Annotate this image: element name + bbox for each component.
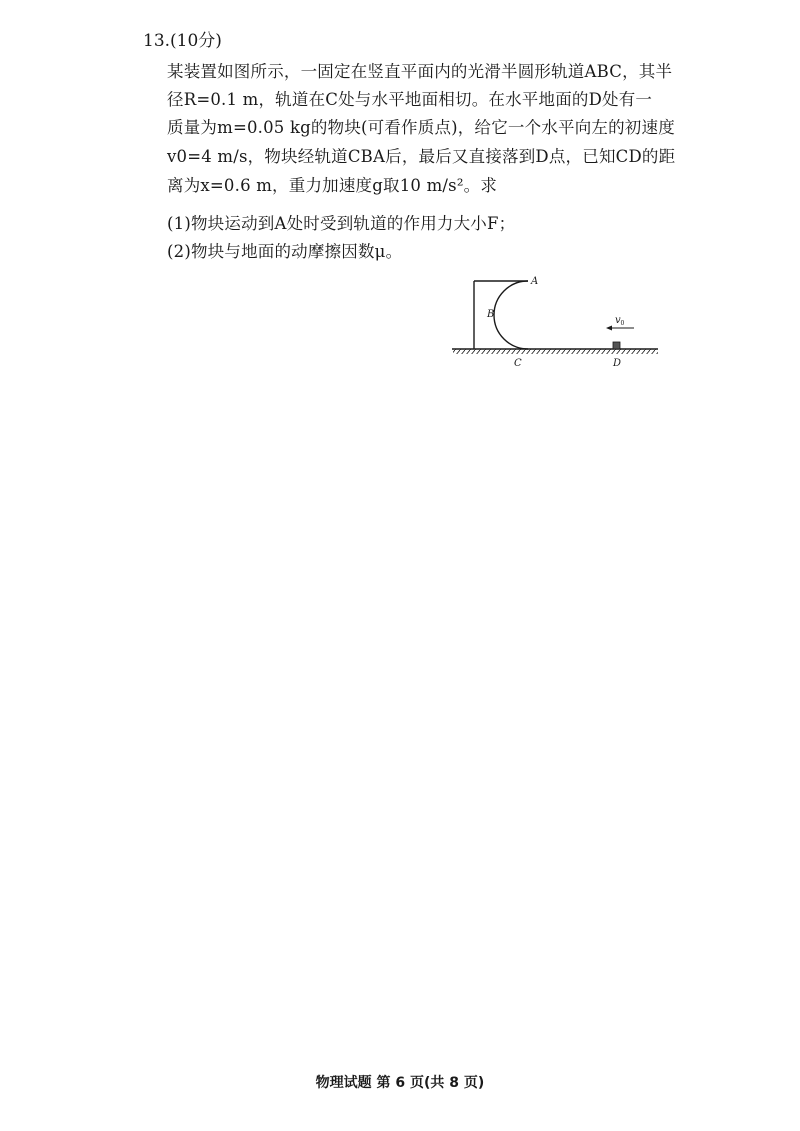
semicircle-track: [494, 281, 528, 349]
stem-line-3: 质量为m=0.05 kg的物块(可看作质点)，给它一个水平向左的初速度: [167, 118, 675, 137]
stem-line-5: 离为x=0.6 m，重力加速度g取10 m/s²。求: [167, 176, 498, 195]
label-v: v: [615, 315, 621, 326]
stem-line-2: 径R=0.1 m，轨道在C处与水平地面相切。在水平地面的D处有一: [167, 90, 653, 109]
label-b: B: [487, 309, 495, 320]
question-number: 13.(10分): [143, 31, 222, 51]
label-v-sub: 0: [620, 320, 625, 327]
page-footer: 物理试题 第 6 页(共 8 页): [315, 1075, 485, 1091]
label-a: A: [531, 276, 539, 287]
stem-line-1: 某装置如图所示，一固定在竖直平面内的光滑半圆形轨道ABC，其半: [167, 62, 673, 81]
sub-question-1: (1)物块运动到A处时受到轨道的作用力大小F；: [167, 214, 516, 233]
block: [613, 342, 620, 349]
stem-line-4: v0=4 m/s，物块经轨道CBA后，最后又直接落到D点，已知CD的距: [167, 147, 676, 166]
velocity-arrow-head-icon: [606, 326, 612, 331]
track-diagram-svg: [450, 272, 665, 372]
track-diagram: [450, 272, 665, 372]
sub-question-2: (2)物块与地面的动摩擦因数μ。: [167, 242, 403, 261]
label-d: D: [613, 358, 622, 369]
label-c: C: [514, 358, 522, 369]
